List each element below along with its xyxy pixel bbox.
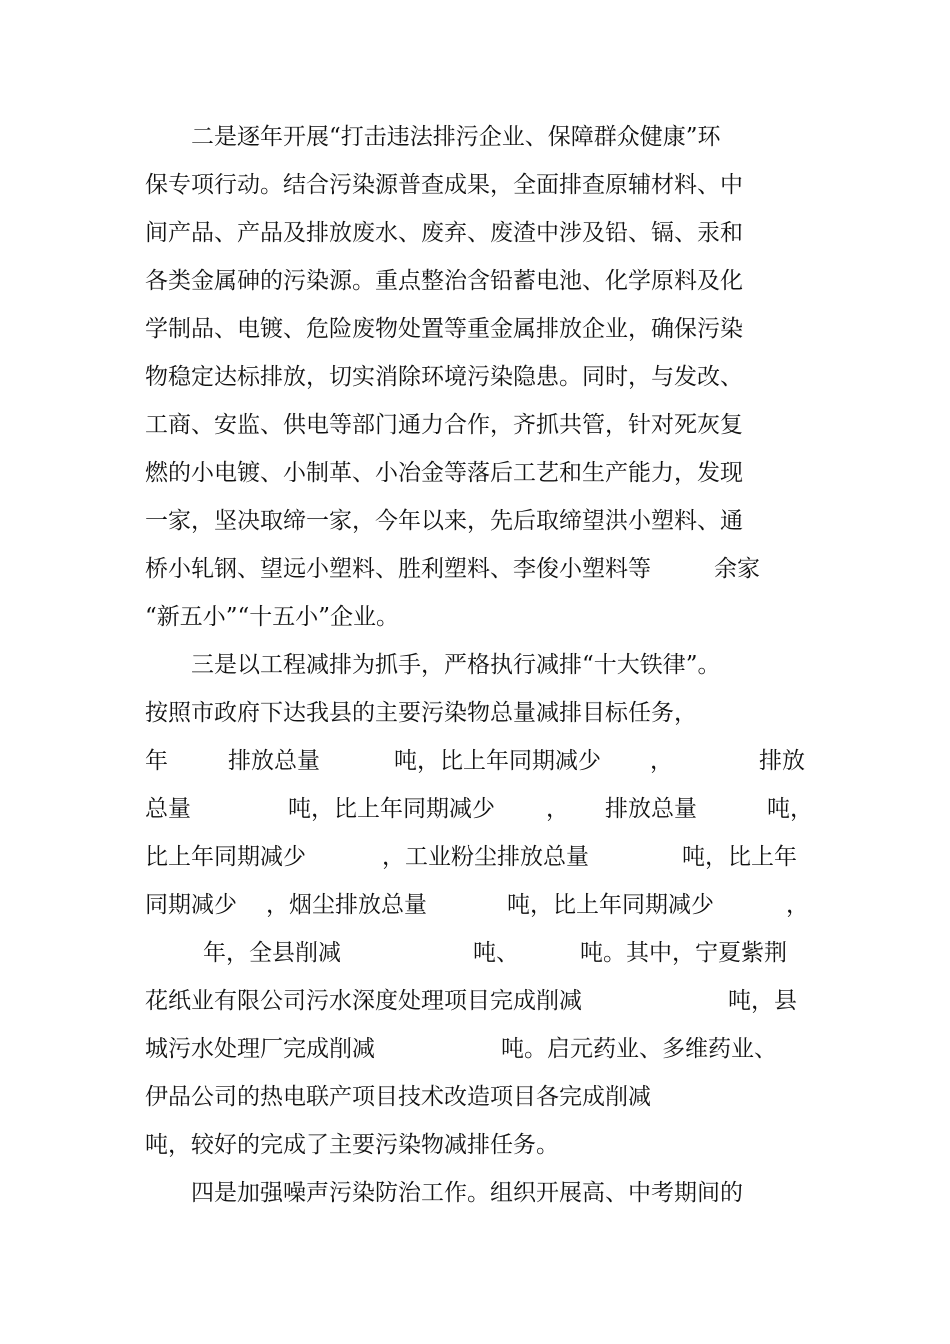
paragraph-2-line-5: [145, 835, 810, 879]
line-segment: ，工业粉尘排放总量: [382, 844, 589, 870]
line-segment: 吨。其中，宁夏紫荆: [580, 940, 787, 966]
paragraph-2-line-10: 伊品公司的热电联产项目技术改造项目各完成削减: [145, 1084, 651, 1110]
line-segment: ，: [786, 892, 809, 918]
line-segment: 花纸业有限公司污水深度处理项目完成削减: [145, 988, 582, 1014]
paragraph-1-line-11: “新五小”“十五小”企业。: [145, 604, 400, 630]
paragraph-2-line-7: [145, 931, 810, 975]
paragraph-1-line-2: 保专项行动。结合污染源普查成果，全面排查原辅材料、中: [145, 172, 743, 198]
line-segment: 年: [145, 748, 168, 774]
paragraph-2-line-6: [145, 883, 810, 927]
line-segment: 余家: [714, 556, 760, 582]
line-segment: 吨、: [473, 940, 519, 966]
paragraph-1-line-4: 各类金属砷的污染源。重点整治含铅蓄电池、化学原料及化: [145, 268, 743, 294]
line-segment: 比上年同期减少: [145, 844, 306, 870]
paragraph-2-line-1: 三是以工程减排为抓手，严格执行减排“十大铁律”。: [191, 652, 721, 678]
paragraph-1-line-6: 物稳定达标排放，切实消除环境污染隐患。同时，与发改、: [145, 364, 743, 390]
paragraph-1-line-9: 一家，坚决取缔一家，今年以来，先后取缔望洪小塑料、通: [145, 508, 743, 534]
line-segment: 年，全县削减: [203, 940, 341, 966]
line-segment: ，: [650, 748, 673, 774]
line-segment: 同期减少: [145, 892, 237, 918]
line-segment: 排放总量: [605, 796, 697, 822]
line-segment: 总量: [145, 796, 191, 822]
paragraph-1-line-7: 工商、安监、供电等部门通力合作，齐抓共管，针对死灰复: [145, 412, 743, 438]
line-segment: 吨，: [767, 796, 813, 822]
line-segment: 吨，县: [728, 988, 797, 1014]
paragraph-1-line-5: 学制品、电镀、危险废物处置等重金属排放企业，确保污染: [145, 316, 743, 342]
line-segment: ，: [546, 796, 569, 822]
paragraph-1-line-3: 间产品、产品及排放废水、废弃、废渣中涉及铅、镉、汞和: [145, 220, 743, 246]
paragraph-1-line-8: 燃的小电镀、小制革、小冶金等落后工艺和生产能力，发现: [145, 460, 743, 486]
paragraph-2-line-11: 吨，较好的完成了主要污染物减排任务。: [145, 1132, 559, 1158]
paragraph-1-line-10: [145, 547, 810, 591]
line-segment: 吨。启元药业、多维药业、: [501, 1036, 777, 1062]
line-segment: 吨，比上年同期减少: [394, 748, 601, 774]
line-segment: 吨，比上年同期减少: [507, 892, 714, 918]
line-segment: 排放总量: [228, 748, 320, 774]
line-segment: 吨，比上年: [682, 844, 797, 870]
line-segment: 排放: [759, 748, 805, 774]
paragraph-2-line-2: 按照市政府下达我县的主要污染物总量减排目标任务，: [145, 700, 697, 726]
paragraph-2-line-3: [145, 739, 810, 783]
paragraph-1-line-1: 二是逐年开展“打击违法排污企业、保障群众健康”环: [191, 124, 721, 150]
paragraph-2-line-4: [145, 787, 813, 831]
paragraph-3-line-1: 四是加强噪声污染防治工作。组织开展高、中考期间的: [191, 1180, 743, 1206]
line-segment: 吨，比上年同期减少: [288, 796, 495, 822]
line-segment: 城污水处理厂完成削减: [145, 1036, 375, 1062]
paragraph-2-line-9: [145, 1027, 810, 1071]
paragraph-2-line-8: [145, 979, 810, 1023]
line-segment: ，烟尘排放总量: [266, 892, 427, 918]
line-segment: 桥小轧钢、望远小塑料、胜利塑料、李俊小塑料等: [145, 556, 651, 582]
